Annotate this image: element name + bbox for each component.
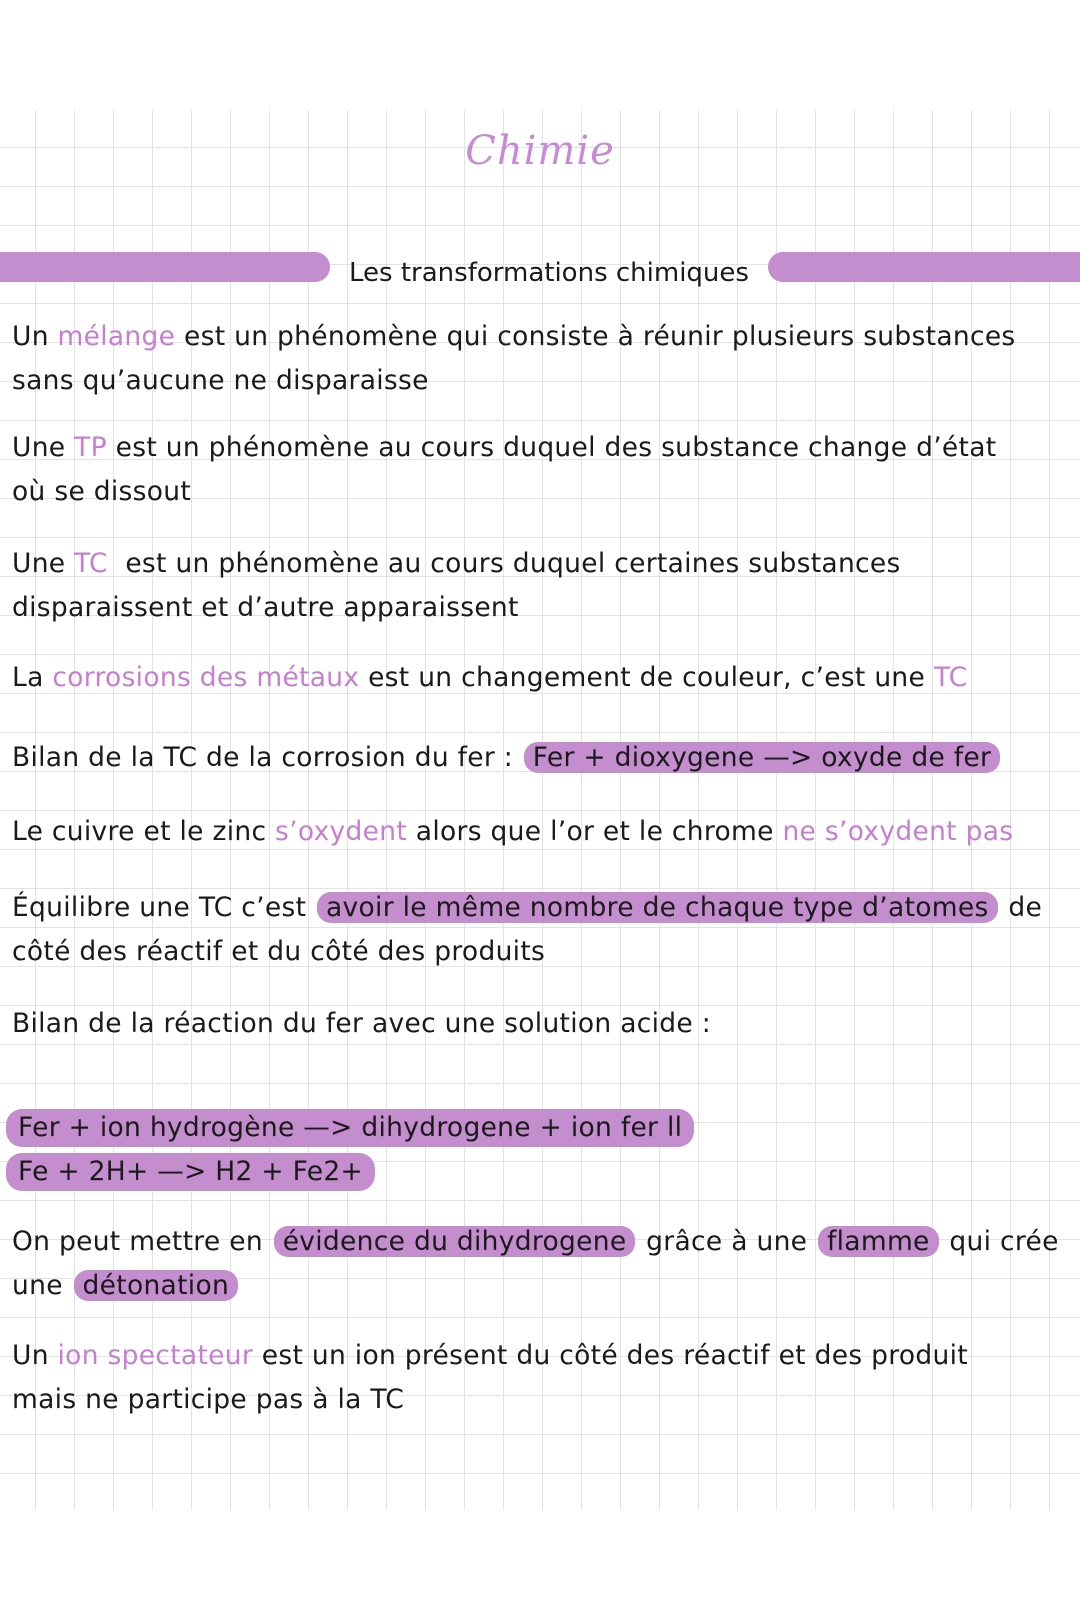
text: est un changement de couleur, c’est une: [359, 662, 934, 693]
text: La: [12, 662, 53, 693]
text: Bilan de la TC de la corrosion du fer :: [12, 742, 522, 773]
term-corrosion: corrosions des métaux: [52, 662, 360, 693]
text: côté des réactif et du côté des produits: [12, 936, 546, 967]
text: Bilan de la réaction du fer avec une solution acide :: [12, 1008, 711, 1039]
text: une: [12, 1270, 72, 1301]
equation-words: Fer + ion hydrogène —> dihydrogene + ion fer ll: [6, 1109, 694, 1147]
term-oxydent: s’oxydent: [275, 816, 408, 847]
highlight-atomes: avoir le même nombre de chaque type d’atomes: [317, 892, 998, 923]
highlight-equation: Fer + dioxygene —> oxyde de fer: [524, 742, 1000, 773]
highlight-detonation: détonation: [74, 1270, 239, 1301]
term-melange: mélange: [57, 321, 176, 352]
text: disparaissent et d’autre apparaissent: [12, 592, 519, 623]
paragraph-tp: [12, 426, 1072, 514]
paragraph-bilan-fer: [12, 736, 1072, 780]
term-ion-spectateur: ion spectateur: [57, 1340, 254, 1371]
paragraph-tc: [12, 542, 1072, 630]
page-title: Chimie: [465, 128, 615, 174]
text: Le cuivre et le zinc: [12, 816, 276, 847]
paragraph-bilan-acide: [12, 1002, 1072, 1046]
term-tp: TP: [74, 432, 107, 463]
equation-symbols: Fe + 2H+ —> H2 + Fe2+: [6, 1153, 375, 1191]
text: On peut mettre en: [12, 1226, 272, 1257]
term-ne-oxydent-pas: ne s’oxydent pas: [782, 816, 1014, 847]
text: où se dissout: [12, 476, 192, 507]
text: Équilibre une TC c’est: [12, 892, 316, 923]
term-tc: TC: [74, 548, 108, 579]
section-heading: Les transformations chimiques: [349, 258, 749, 288]
text: Un: [12, 321, 58, 352]
paragraph-spectateur: [12, 1334, 1072, 1422]
equation-block: [6, 1106, 1066, 1194]
highlight-flamme: flamme: [818, 1226, 939, 1257]
highlight-evidence: évidence du dihydrogene: [274, 1226, 636, 1257]
text: Un: [12, 1340, 58, 1371]
heading-bar-right: [768, 252, 1080, 282]
text: grâce à une: [637, 1226, 816, 1257]
paragraph-dihydrogene: [12, 1220, 1072, 1308]
text: est un phénomène au cours duquel certaines substances: [107, 548, 901, 579]
term-tc: TC: [933, 662, 968, 693]
paragraph-equilibre: [12, 886, 1072, 974]
text: qui crée: [940, 1226, 1059, 1257]
text: de: [999, 892, 1043, 923]
text: est un phénomène qui consiste à réunir plusieurs substances: [175, 321, 1016, 352]
paragraph-corrosion: [12, 656, 1072, 700]
paragraph-oxydent: [12, 810, 1072, 854]
text: sans qu’aucune ne disparaisse: [12, 365, 429, 396]
text: mais ne participe pas à la TC: [12, 1384, 405, 1415]
text: alors que l’or et le chrome: [407, 816, 783, 847]
heading-bar-left: [0, 252, 330, 282]
text: Une: [12, 548, 75, 579]
text: Une: [12, 432, 75, 463]
text: est un phénomène au cours duquel des substance change d’état: [106, 432, 997, 463]
paragraph-melange: [12, 315, 1072, 403]
text: est un ion présent du côté des réactif et des produit: [253, 1340, 968, 1371]
